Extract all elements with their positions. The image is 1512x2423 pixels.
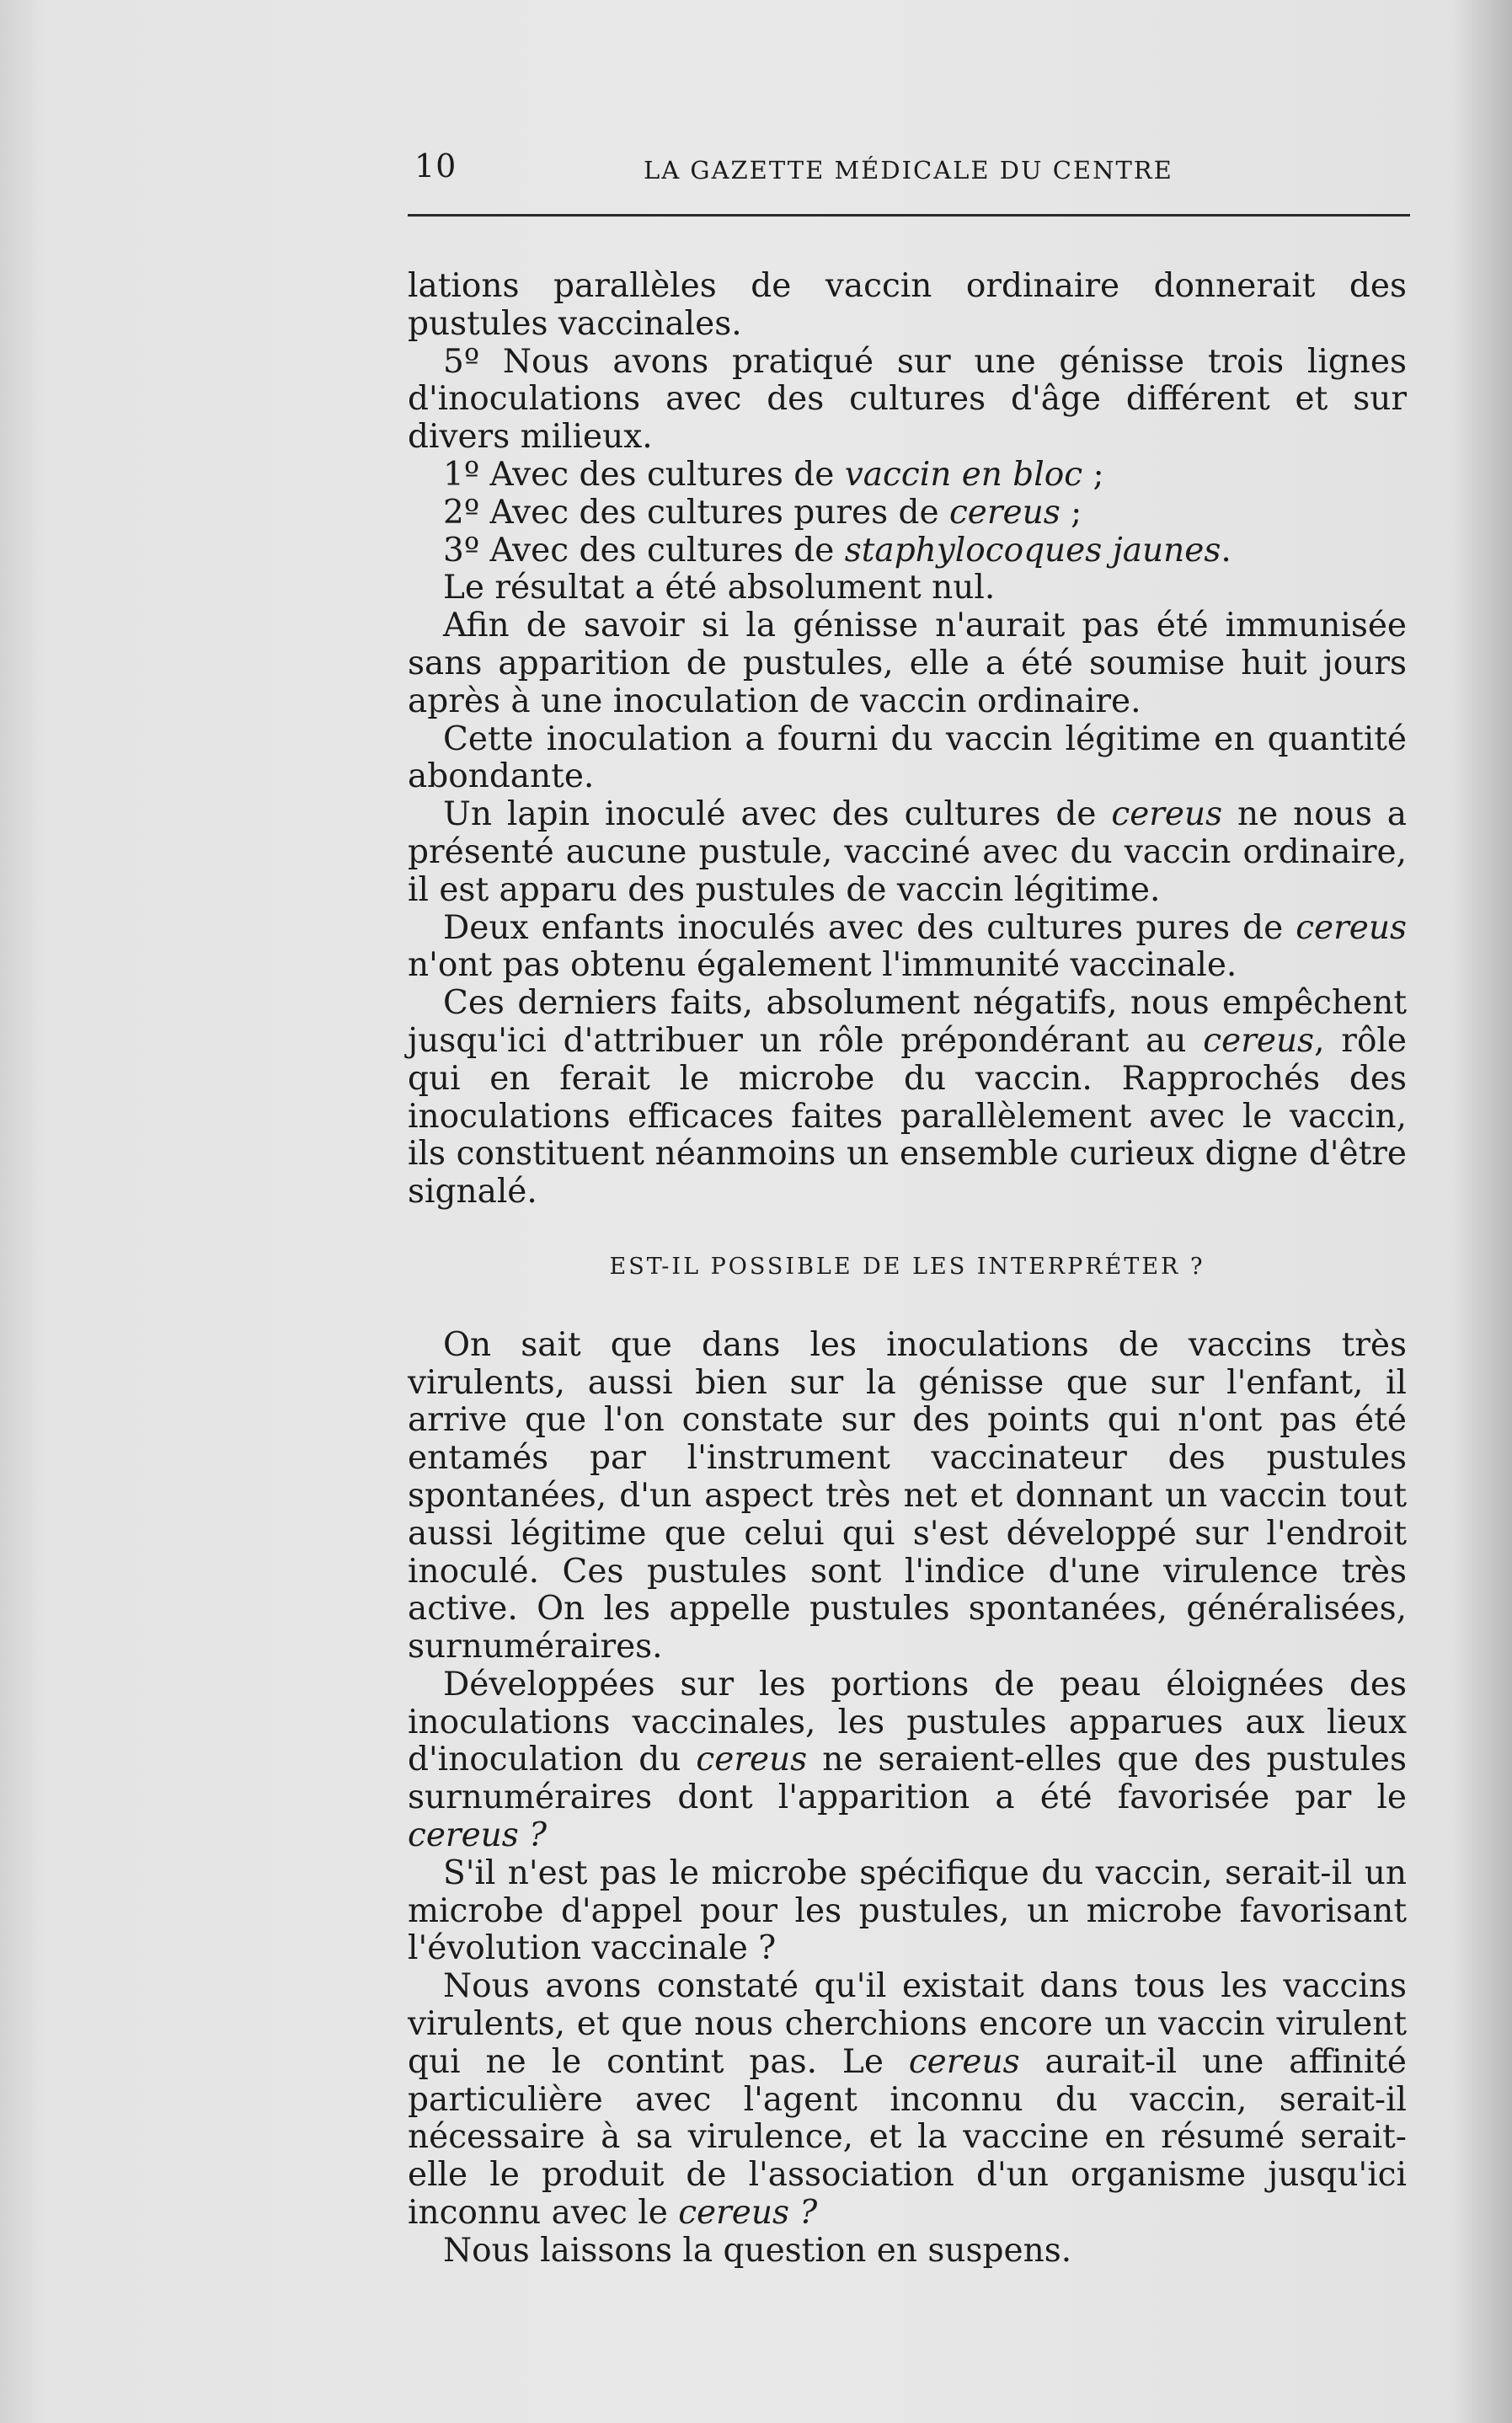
italic-term: cereus — [1111, 795, 1223, 834]
paragraph-immunity: Afin de savoir si la génisse n'aurait pas été immunisée sans apparition de pustules, elle a été soumise huit jours après à une inoculation de vaccin ordinaire. — [408, 607, 1407, 720]
italic-term: cereus — [948, 493, 1061, 532]
header-rule — [408, 214, 1410, 217]
italic-term: staphylocoques jaunes — [844, 531, 1221, 570]
paragraph-2: 5º Nous avons pratiqué sur une génisse trois lignes d'inoculations avec des cultures d'âge différent et sur divers milieux. — [408, 342, 1407, 457]
paragraph-1: lations parallèles de vaccin ordinaire donnerait des pustules vaccinales. — [408, 267, 1407, 343]
page-header — [408, 147, 1410, 190]
paragraph-result: Le résultat a été absolument nul. — [443, 569, 996, 607]
body-text — [408, 268, 1407, 2271]
running-title: LA GAZETTE MÉDICALE DU CENTRE — [644, 156, 1173, 185]
page-number: 10 — [414, 147, 457, 185]
list-item-2: 2º Avec des cultures pures de cereus ; — [443, 493, 1082, 532]
italic-term: cereus — [1203, 1021, 1315, 1060]
paragraph-inoculation: Cette inoculation a fourni du vaccin légitime en quantité abondante. — [408, 719, 1407, 796]
section-heading: EST-IL POSSIBLE DE LES INTERPRÉTER ? — [609, 1253, 1205, 1280]
paragraph-virulent: Nous avons constaté qu'il existait dans tous les vaccins virulents, et que nous cherchions encore un vaccin virulent qui ne le contint pas. Le cereus aurait-il une affinité particulière avec l'agent inconnu du vaccin, serait-il nécessaire à sa virulence, et la vaccine en résumé serait-elle le produit de l'association d'un organisme jusqu'ici inconnu avec le cereus ? — [408, 1967, 1407, 2233]
list-item-3: 3º Avec des cultures de staphylocoques jaunes. — [443, 531, 1232, 570]
paragraph-developed: Développées sur les portions de peau éloignées des inoculations vaccinales, les pustules apparues aux lieux d'inoculation du cereus ne seraient-elles que des pustules surnuméraires dont l'apparition a été favorisée par le cereus ? — [408, 1665, 1408, 1855]
paragraph-rabbit: Un lapin inoculé avec des cultures de cereus ne nous a présenté aucune pustule, vacciné avec du vaccin ordinaire, il est apparu des pustules de vaccin légitime. — [408, 795, 1407, 909]
italic-term: cereus — [908, 2042, 1020, 2081]
paragraph-spontaneous: On sait que dans les inoculations de vaccins très virulents, aussi bien sur la génisse que sur l'enfant, il arrive que l'on constate sur des points qui n'ont pas été entamés par l'instrument vaccinateur des pustules spontanées, d'un aspect très net et donnant un vaccin tout aussi légitime que celui qui s'est développé sur l'endroit inoculé. Ces pustules sont l'indice d'une virulence très active. On les appelle pustules spontanées, généralisées, surnuméraires. — [408, 1325, 1407, 1666]
paragraph-microbe: S'il n'est pas le microbe spécifique du vaccin, serait-il un microbe d'appel pour les pustules, un microbe favorisant l'évolution vaccinale ? — [408, 1853, 1407, 1968]
italic-term: cereus ? — [408, 1816, 548, 1855]
paragraph-conclusion: Ces derniers faits, absolument négatifs, nous empêchent jusqu'ici d'attribuer un rôle prépondérant au cereus, rôle qui en ferait le microbe du vaccin. Rapprochés des inoculations efficaces faites parallèlement avec le vaccin, ils constituent néanmoins un ensemble curieux digne d'être signalé. — [408, 984, 1407, 1212]
list-item-1: 1º Avec des cultures de vaccin en bloc ; — [443, 455, 1104, 494]
italic-term: vaccin en bloc — [844, 455, 1083, 494]
paragraph-children: Deux enfants inoculés avec des cultures pures de cereus n'ont pas obtenu également l'immunité vaccinale. — [408, 908, 1407, 985]
italic-term: cereus — [1296, 908, 1407, 947]
paragraph-closing: Nous laissons la question en suspens. — [443, 2231, 1072, 2270]
italic-term: cereus ? — [678, 2194, 818, 2233]
italic-term: cereus — [696, 1741, 808, 1779]
